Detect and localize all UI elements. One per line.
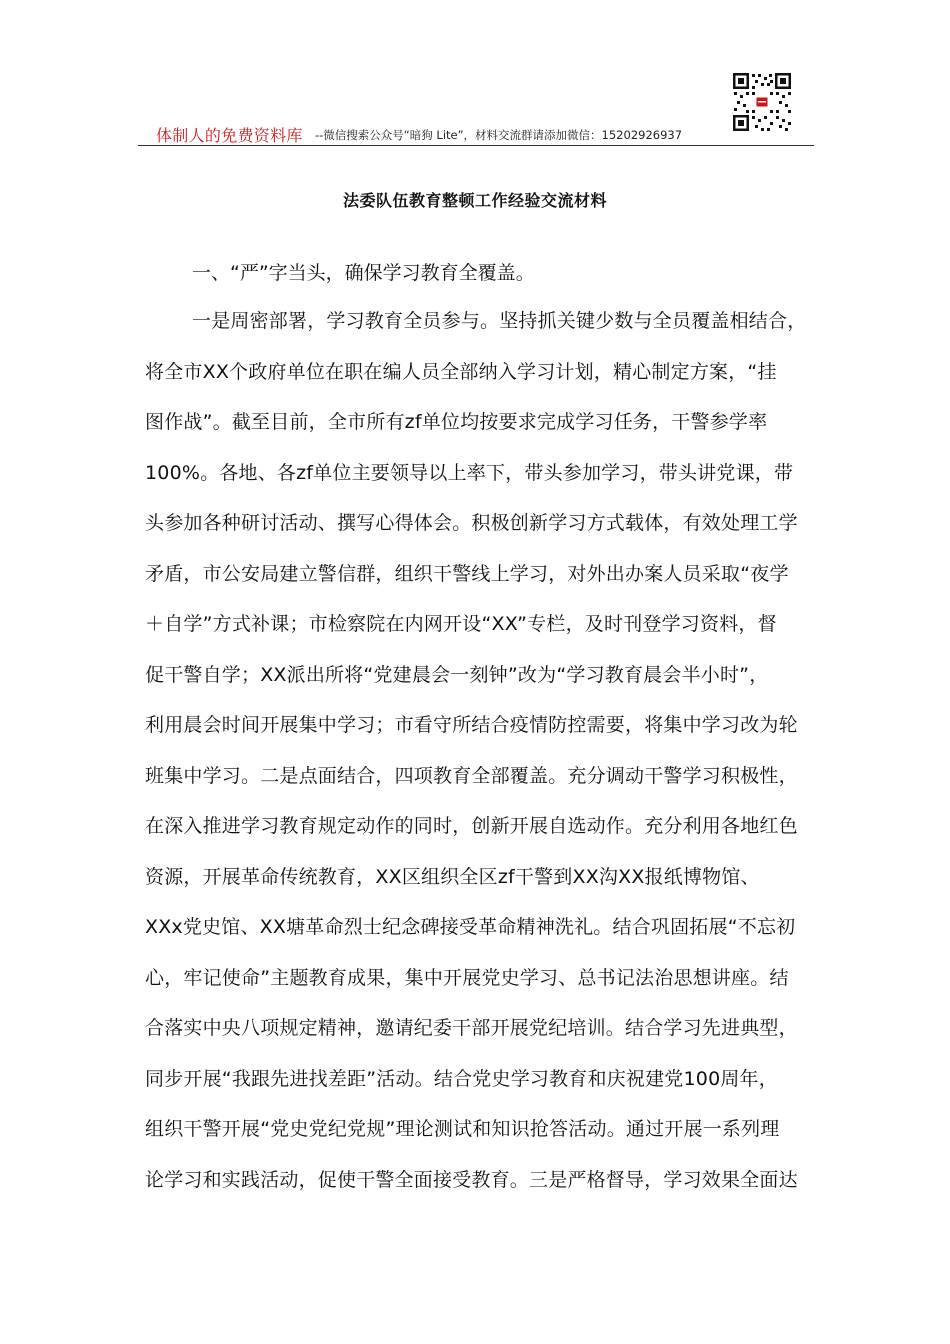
text-line: 资源，开展革命传统教育，XX区组织全区zf干警到XX沟XX报纸博物馆、 [145, 865, 760, 888]
body-paragraph [145, 306, 809, 1215]
text-line: 同步开展“我跟先进找差距”活动。结合党史学习教育和庆祝建党100周年， [145, 1067, 778, 1090]
text-line: XXx党史馆、XX塘革命烈士纪念碑接受革命精神洗礼。结合巩固拓展“不忘初 [145, 916, 796, 938]
header-divider [138, 145, 814, 146]
text-line: 班集中学习。二是点面结合，四项教育全部覆盖。充分调动干警学习积极性， [145, 764, 798, 787]
document-title: 法委队伍教育整顿工作经验交流材料 [342, 191, 607, 210]
text-line: 100%。各地、各zf单位主要领导以上率下，带头参加学习，带头讲党课，带 [145, 461, 794, 484]
text-line: 促干警自学；XX派出所将“党建晨会一刻钟”改为“学习教育晨会半小时”， [145, 663, 769, 686]
text-line: 论学习和实践活动，促使干警全面接受教育。三是严格督导，学习效果全面达 [145, 1168, 798, 1191]
header-tagline: --微信搜索公众号“暗狗 Lite”，材料交流群请添加微信：15202926937 [315, 128, 683, 142]
text-line: 在深入推进学习教育规定动作的同时，创新开展自选动作。充分利用各地红色 [145, 815, 798, 837]
text-line: 将全市XX个政府单位在职在编人员全部纳入学习计划，精心制定方案，“挂 [145, 360, 777, 383]
text-line: 利用晨会时间开展集中学习；市看守所结合疫情防控需要，将集中学习改为轮 [145, 714, 798, 736]
text-line: 一是周密部署，学习教育全员参与。坚持抓关键少数与全员覆盖相结合， [192, 310, 807, 332]
section-heading: 一、“严”字当头，确保学习教育全覆盖。 [192, 262, 535, 284]
text-line: ＋自学”方式补课；市检察院在内网开设“XX”专栏，及时刊登学习资料，督 [145, 613, 777, 635]
qr-code-icon [732, 72, 792, 132]
page-header [138, 70, 814, 146]
brand-text: 体制人的免费资料库 [156, 126, 303, 145]
text-line: 组织干警开展“党史党纪党规”理论测试和知识抢答活动。通过开展一系列理 [145, 1118, 780, 1140]
text-line: 头参加各种研讨活动、撰写心得体会。积极创新学习方式载体，有效处理工学 [145, 512, 798, 534]
text-line: 图作战”。截至目前，全市所有zf单位均按要求完成学习任务，干警参学率 [145, 411, 768, 433]
text-line: 合落实中央八项规定精神，邀请纪委干部开展党纪培训。结合学习先进典型， [145, 1017, 798, 1039]
text-line: 心，牢记使命”主题教育成果，集中开展党史学习、总书记法治思想讲座。结 [145, 966, 789, 989]
text-line: 矛盾，市公安局建立警信群，组织干警线上学习，对外出办案人员采取“夜学 [145, 562, 789, 585]
